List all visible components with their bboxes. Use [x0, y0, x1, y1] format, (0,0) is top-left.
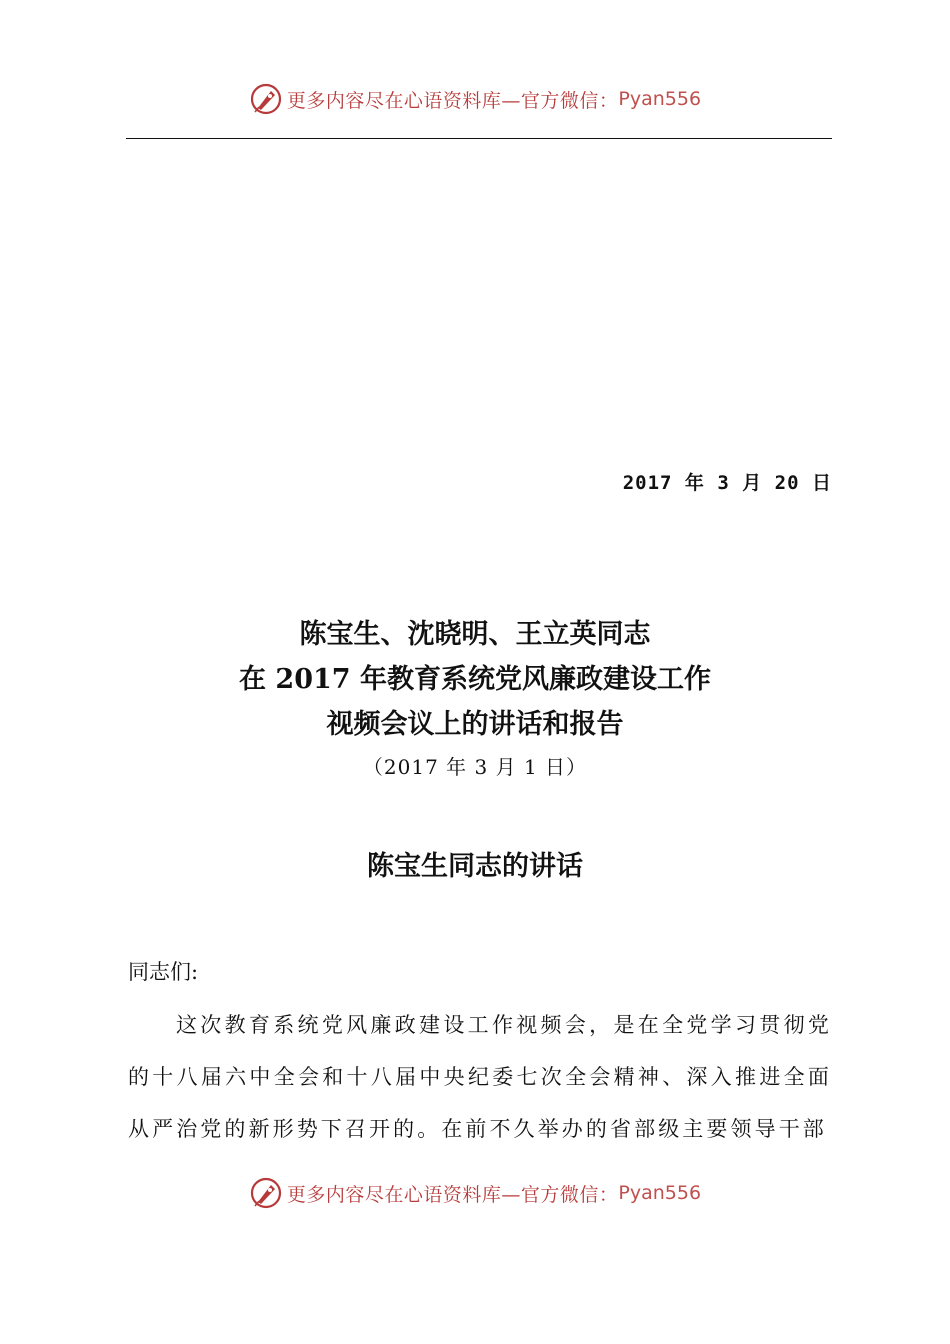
- title-line-3: 视频会议上的讲话和报告: [326, 709, 624, 740]
- header-brand-text: 更多内容尽在心语资料库—官方微信：: [286, 89, 619, 112]
- title-line-1: 陈宝生、沈晓明、王立英同志: [299, 619, 651, 650]
- footer-brand: [0, 1176, 950, 1210]
- document-date: 2017 年 3 月 20 日: [622, 472, 832, 494]
- meeting-date: （2017 年 3 月 1 日）: [362, 755, 588, 779]
- title-block: [0, 612, 950, 780]
- title-line-2: 在 2017 年教育系统党风廉政建设工作: [239, 664, 711, 695]
- footer-wechat-id: Pyan556: [618, 1182, 702, 1204]
- footer-brand-text: 更多内容尽在心语资料库—官方微信：: [286, 1183, 619, 1206]
- body-paragraph: 这次教育系统党风廉政建设工作视频会，是在全党学习贯彻党的十八届六中全会和十八届中央纪委七次全会精神、深入推进全面从严治党的新形势下召开的。在前不久举办的省部级主要领导干部: [128, 1013, 832, 1141]
- header-brand: [0, 82, 950, 116]
- pen-nib-logo-icon: [249, 1176, 283, 1210]
- salutation: 同志们:: [128, 960, 199, 984]
- pen-nib-logo-icon: [249, 82, 283, 116]
- header-divider: [126, 138, 832, 139]
- section-title: 陈宝生同志的讲话: [367, 851, 583, 882]
- header-wechat-id: Pyan556: [618, 88, 702, 110]
